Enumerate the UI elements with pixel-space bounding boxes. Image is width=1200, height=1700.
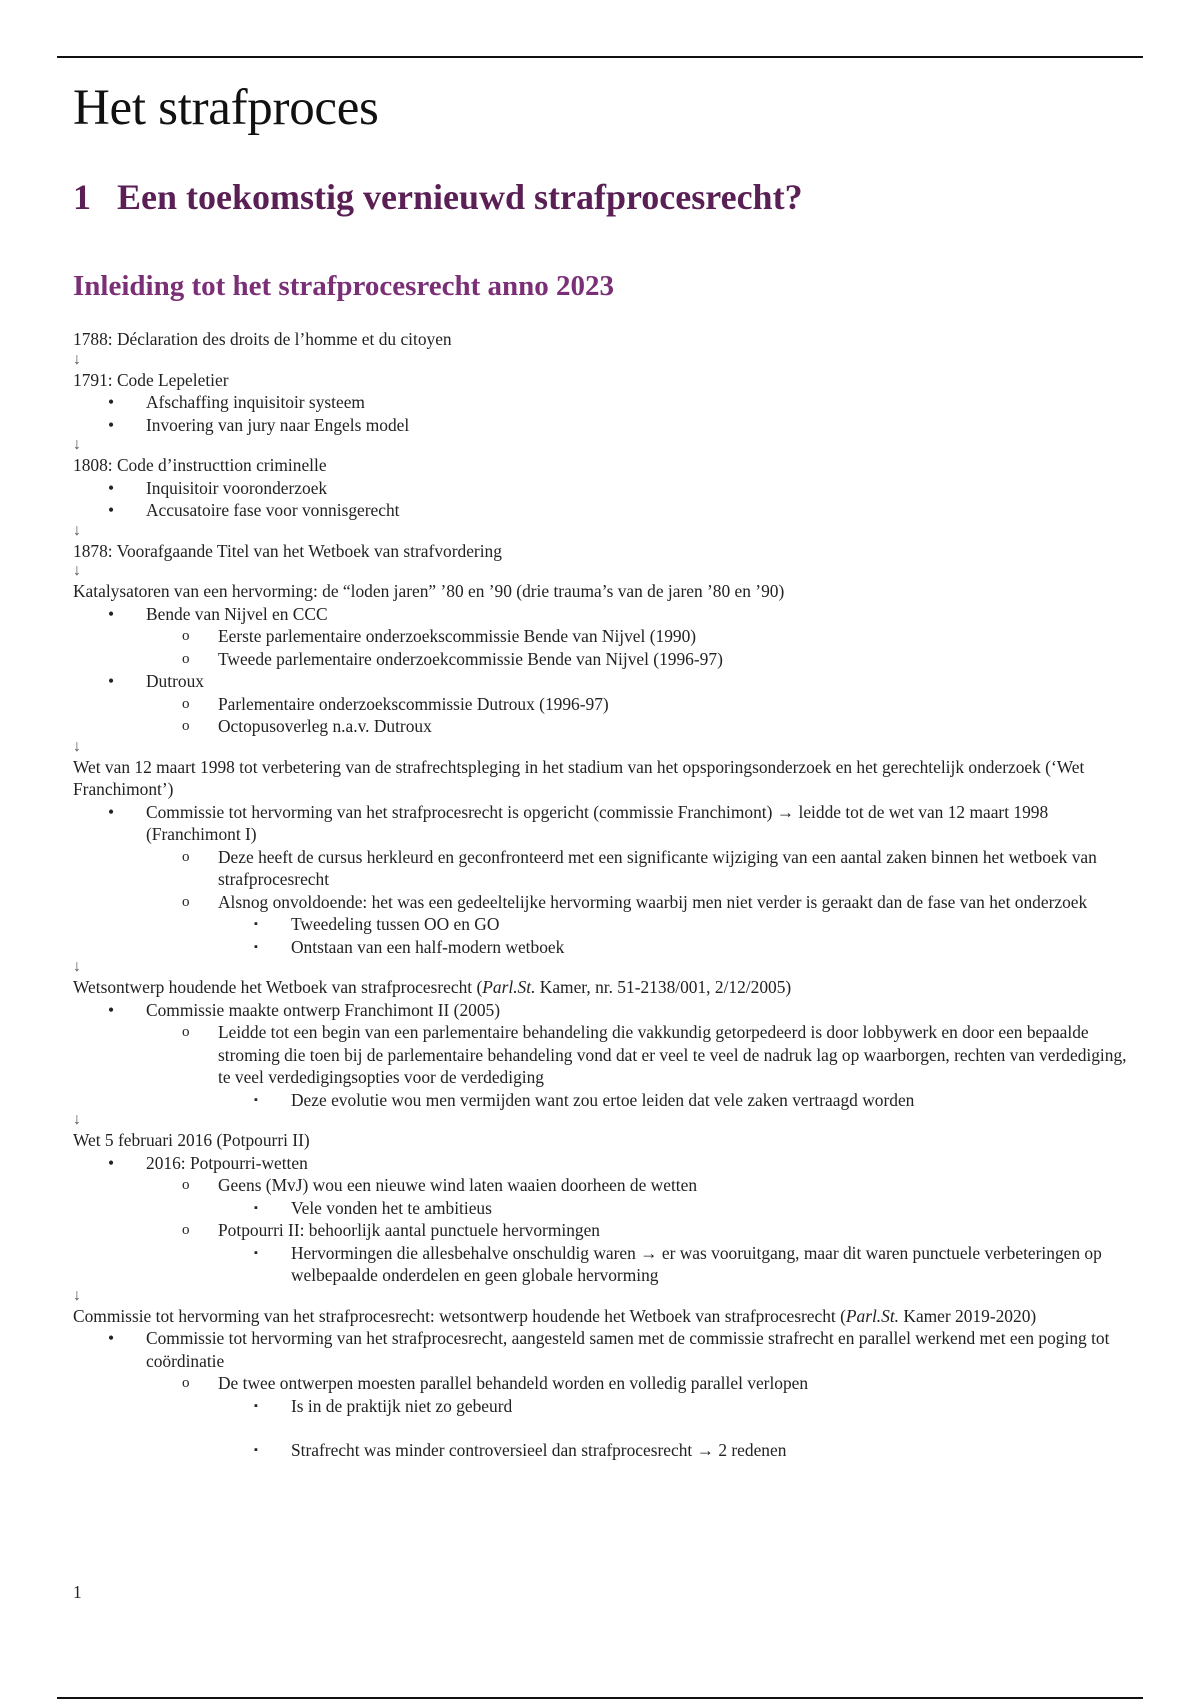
list-item: ▪ Hervormingen die allesbehalve onschuldig waren → er was vooruitgang, maar dit waren punctuele verbeteringen op welbepaalde onderdelen en geen globale hervorming [254, 1242, 1102, 1285]
document-title: Het strafproces [73, 80, 379, 136]
list-item: • Invoering van jury naar Engels model [108, 414, 410, 435]
list-item: • Commissie maakte ontwerp Franchimont II (2005) [108, 999, 501, 1020]
timeline-1998: Wet van 12 maart 1998 tot verbetering van de strafrechtspleging in het stadium van het opsporingsonderzoek en het gerechtelijk onderzoek (‘Wet Franchimont’) [73, 756, 1085, 799]
heading-1-number: 1 [73, 177, 91, 217]
list-item: • 2016: Potpourri-wetten [108, 1152, 308, 1173]
document-body [73, 68, 1133, 1462]
heading-1 [73, 172, 1133, 222]
list-item: o Octopusoverleg n.a.v. Dutroux [182, 716, 432, 736]
timeline-2005: Wetsontwerp houdende het Wetboek van strafprocesrecht (Parl.St. Kamer, nr. 51-2138/001, 2/12/2005) [73, 977, 792, 997]
list-item: • Accusatoire fase voor vonnisgerecht [108, 500, 400, 520]
list-item: o Deze heeft de cursus herkleurd en geconfronteerd met een significante wijziging van een aantal zaken binnen het wetboek van strafprocesrecht [182, 846, 1097, 889]
down-arrow-icon: ↓ [73, 562, 81, 579]
list-item: o Parlementaire onderzoekscommissie Dutroux (1996-97) [182, 693, 609, 714]
list-item: o De twee ontwerpen moesten parallel behandeld worden en volledig parallel verlopen [182, 1373, 809, 1393]
bottom-rule [57, 1697, 1143, 1699]
down-arrow-icon: ↓ [73, 521, 81, 539]
timeline-commissie: Commissie tot hervorming van het strafprocesrecht: wetsontwerp houdende het Wetboek van strafprocesrecht (Parl.St. Kamer 2019-2020) [73, 1305, 1037, 1326]
timeline-1788: 1788: Déclaration des droits de l’homme et du citoyen [73, 329, 452, 349]
down-arrow-icon: ↓ [73, 958, 81, 975]
list-item: o Leidde tot een begin van een parlementaire behandeling die vakkundig getorpedeerd is door lobbywerk en door een bepaalde stroming die toen bij de parlementaire behandeling vond dat er veel te veel de nadruk lag op waarborgen, rechten van verdediging, te veel verdedigingsopties voor de verdediging [182, 1022, 1127, 1087]
timeline-katalysatoren: Katalysatoren van een hervorming: de “loden jaren” ’80 en ’90 (drie trauma’s van de jaren ’80 en ’90) [73, 581, 785, 601]
timeline-2016: Wet 5 februari 2016 (Potpourri II) [73, 1130, 310, 1150]
list-item: • Commissie tot hervorming van het strafprocesrecht is opgericht (commissie Franchimont) → leidde tot de wet van 12 maart 1998 (Franchimont I) [108, 801, 1049, 844]
heading-2: Inleiding tot het strafprocesrecht anno 2023 [73, 270, 615, 302]
list-item: ▪ Tweedeling tussen OO en GO [254, 914, 500, 934]
list-item: ▪ Strafrecht was minder controversieel dan strafprocesrecht → 2 redenen [254, 1440, 787, 1460]
down-arrow-icon: ↓ [73, 350, 81, 368]
list-item: o Alsnog onvoldoende: het was een gedeeltelijke hervorming waarbij men niet verder is geraakt dan de fase van het onderzoek [182, 891, 1088, 912]
list-item: • Afschaffing inquisitoir systeem [108, 392, 365, 412]
timeline-1791: 1791: Code Lepeletier [73, 369, 229, 390]
top-rule [57, 56, 1143, 58]
timeline [73, 328, 1133, 1462]
list-item: • Bende van Nijvel en CCC [108, 603, 328, 624]
timeline-1808: 1808: Code d’instructtion criminelle [73, 455, 327, 475]
list-item: ▪ Ontstaan van een half-modern wetboek [254, 936, 565, 957]
timeline-1878: 1878: Voorafgaande Titel van het Wetboek van strafvordering [73, 540, 502, 561]
list-item: ▪ Deze evolutie wou men vermijden want zou ertoe leiden dat vele zaken vertraagd worden [254, 1089, 915, 1110]
down-arrow-icon: ↓ [73, 1111, 81, 1128]
down-arrow-icon: ↓ [73, 1286, 81, 1304]
page-number: 1 [73, 1582, 82, 1602]
list-item: o Tweede parlementaire onderzoekcommissie Bende van Nijvel (1996-97) [182, 648, 723, 669]
list-item: • Inquisitoir vooronderzoek [108, 477, 328, 498]
down-arrow-icon: ↓ [73, 436, 81, 453]
down-arrow-icon: ↓ [73, 737, 81, 755]
list-item: • Dutroux [108, 671, 204, 691]
list-item: o Eerste parlementaire onderzoekscommissie Bende van Nijvel (1990) [182, 626, 697, 646]
list-item: o Geens (MvJ) wou een nieuwe wind laten waaien doorheen de wetten [182, 1175, 698, 1195]
list-item: ▪ Is in de praktijk niet zo gebeurd [254, 1395, 513, 1416]
list-item: ▪ Vele vonden het te ambitieus [254, 1197, 492, 1218]
list-item: • Commissie tot hervorming van het strafprocesrecht, aangesteld samen met de commissie strafrecht en parallel werkend met een poging tot coördinatie [108, 1328, 1110, 1371]
heading-1-text: Een toekomstig vernieuwd strafprocesrecht? [117, 177, 803, 217]
spacer [73, 1417, 1133, 1439]
list-item: o Potpourri II: behoorlijk aantal punctuele hervormingen [182, 1220, 600, 1240]
